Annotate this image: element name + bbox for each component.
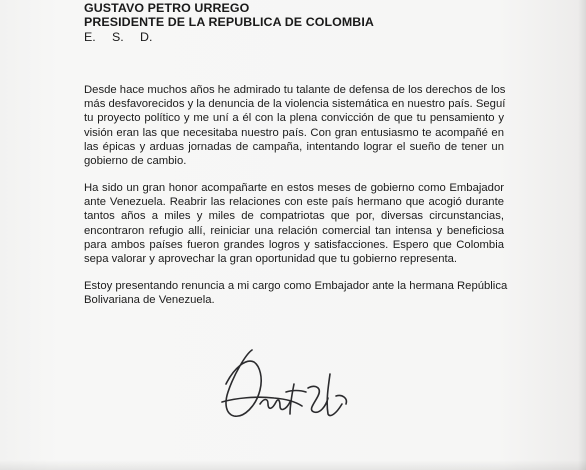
paragraph-line: tu proyecto político y me uní a él con la plena convicción de que tu pensamiento y: [84, 112, 504, 125]
paragraph-line: Estoy presentando renuncia a mi cargo como Embajador ante la hermana República: [84, 280, 508, 292]
salutation-e: E.: [84, 30, 96, 44]
page-edge-shadow: [578, 0, 586, 470]
paragraph-line: visión eran las que necesitaba nuestro país. Con gran entusiasmo te acompañé en: [84, 126, 504, 139]
paragraph-line: las épicas y arduas jornadas de campaña, intentando lograr el sueño de tener un: [84, 140, 504, 153]
paragraph-line: tantos años a miles y miles de compatriotas que por, diversas circunstancias,: [84, 210, 504, 223]
paragraph-line: sepa valorar y aprovechar la gran oportunidad que tu gobierno representa.: [84, 253, 458, 266]
paragraph-line: Ha sido un gran honor acompañarte en estos meses de gobierno como Embajador: [84, 182, 504, 194]
recipient-title: PRESIDENTE DE LA REPUBLICA DE COLOMBIA: [84, 15, 374, 29]
paragraph-line: encontraron refugio allí, reiniciar una relación comercial tan intensa y beneficiosa: [84, 224, 504, 237]
recipient-name: GUSTAVO PETRO URREGO: [84, 1, 250, 15]
paragraph-embassy: [84, 181, 504, 266]
paragraph-line: Bolivariana de Venezuela.: [84, 294, 215, 307]
handwritten-signature: [216, 344, 366, 430]
paragraph-line: más desfavorecidos y la denuncia de la violencia sistemática en nuestro país. Seguí: [84, 98, 506, 111]
salutation-s: S.: [112, 30, 124, 44]
paragraph-line: Desde hace muchos años he admirado tu talante de defensa de los derechos de los: [84, 84, 506, 96]
paragraph-line: ante Venezuela. Reabrir las relaciones con este país hermano que acogió durante: [84, 196, 504, 209]
paragraph-line: gobierno de cambio.: [84, 155, 187, 168]
page-bottom-shadow: [0, 460, 586, 470]
paragraph-resignation: [84, 279, 508, 307]
paragraph-line: para ambos países fueron grandes logros y satisfacciones. Espero que Colombia: [84, 238, 504, 251]
salutation-d: D.: [140, 30, 153, 44]
paragraph-admiration: [84, 83, 504, 168]
salutation-esd: [84, 30, 160, 44]
